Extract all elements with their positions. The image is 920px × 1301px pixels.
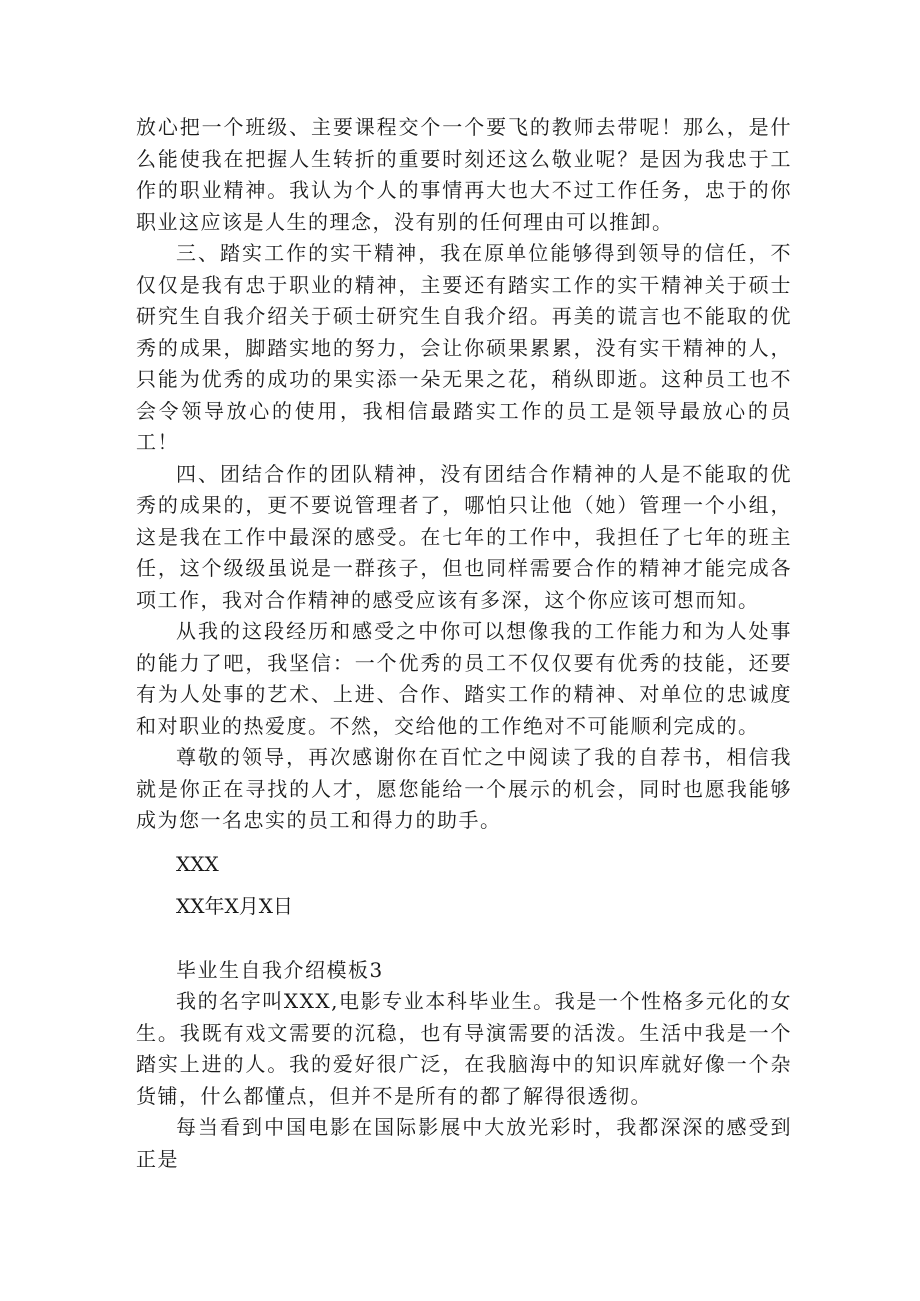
paragraph-1: 放心把一个班级、主要课程交个一个要飞的教师去带呢！那么，是什么能使我在把握人生转折的重要时刻还这么敬业呢？是因为我忠于工作的职业精神。我认为个人的事情再大也大不过工作任务，忠于的你职业这应该是人生的理念，没有别的任何理由可以推卸。 [136, 115, 792, 234]
paragraph-5: 尊敬的领导，再次感谢你在百忙之中阅读了我的自荐书，相信我就是你正在寻找的人才，愿您能给一个展示的机会，同时也愿我能够成为您一名忠实的员工和得力的助手。 [136, 745, 792, 832]
signature-name: XXX [176, 851, 219, 876]
paragraph-2: 三、踏实工作的实干精神，我在原单位能够得到领导的信任，不仅仅是我有忠于职业的精神，主要还有踏实工作的实干精神关于硕士研究生自我介绍关于硕士研究生自我介绍。再美的谎言也不能取的优秀的成果，脚踏实地的努力，会让你硕果累累，没有实干精神的人，只能为优秀的成功的果实添一朵无果之花，稍纵即逝。这种员工也不会令领导放心的使用，我相信最踏实工作的员工是领导最放心的员工！ [136, 241, 792, 454]
signature-date: XX年X月X日 [176, 894, 293, 918]
paragraph-3: 四、团结合作的团队精神，没有团结合作精神的人是不能取的优秀的成果的，更不要说管理者了，哪怕只让他（她）管理一个小组，这是我在工作中最深的感受。在七年的工作中，我担任了七年的班主任，这个级级虽说是一群孩子，但也同样需要合作的精神才能完成各项工作，我对合作精神的感受应该有多深，这个你应该可想而知。 [136, 461, 792, 612]
section-heading: 毕业生自我介绍模板3 [176, 957, 384, 982]
document-body [136, 112, 792, 1175]
paragraph-6: 我的名字叫XXX,电影专业本科毕业生。我是一个性格多元化的女生。我既有戏文需要的沉稳，也有导演需要的活泼。生活中我是一个踏实上进的人。我的爱好很广泛，在我脑海中的知识库就好像一个杂货铺，什么都懂点，但并不是所有的都了解得很透彻。 [136, 989, 792, 1108]
paragraph-7: 每当看到中国电影在国际影展中大放光彩时，我都深深的感受到正是 [136, 1115, 792, 1171]
paragraph-4: 从我的这段经历和感受之中你可以想像我的工作能力和为人处事的能力了吧，我坚信：一个优秀的员工不仅仅要有优秀的技能，还要有为人处事的艺术、上进、合作、踏实工作的精神、对单位的忠诚度和对职业的热爱度。不然，交给他的工作绝对不可能顺利完成的。 [136, 619, 792, 738]
